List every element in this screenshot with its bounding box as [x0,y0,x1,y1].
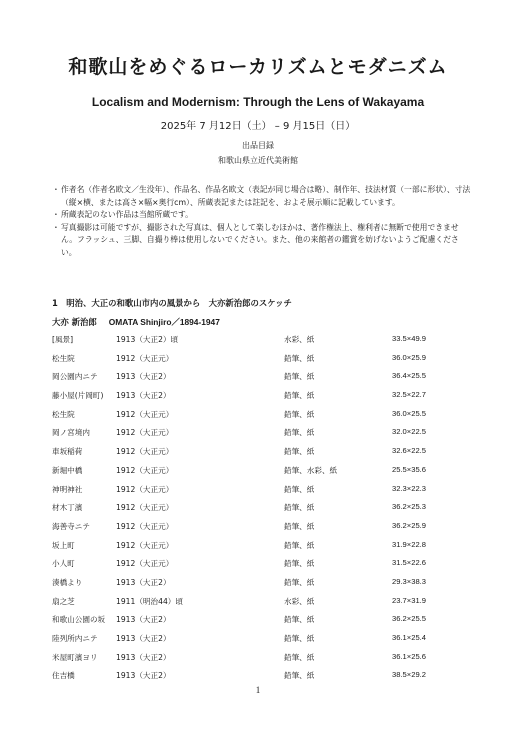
work-date: 1912（大正元） [116,484,174,494]
work-medium: 鉛筆、紙 [284,353,315,363]
work-row [52,502,472,521]
work-title: 和歌山公園の坂 [52,615,106,625]
work-size: 32.6×22.5 [392,446,426,456]
work-date: 1912（大正元） [116,447,174,457]
work-row [52,427,472,446]
work-title: 坂上町 [52,540,75,550]
note-item [52,184,472,209]
note-text: 所蔵表記のない作品は当館所蔵です。 [61,210,193,220]
work-date: 1913（大正2） [116,372,171,382]
work-date: 1913（大正2） [116,634,171,643]
work-date: 1912（大正元） [116,540,174,550]
notes-list [52,184,472,260]
work-row [52,577,472,596]
note-text: 写真撮影は可能ですが、撮影された写真は、個人として楽しむほかは、著作権法上、権利者に無断で使用できません。フラッシュ、三脚、自撮り棒は使用しないでください。また、他の来館者の鑑賞を妨げないようご配慮ください。 [61,222,459,257]
work-title: 小人町 [52,559,75,569]
work-title: 湊橋より [52,577,83,587]
work-title: 材木丁濱 [52,503,83,513]
work-title: 住吉橋 [52,671,75,681]
work-title: 松生院 [52,353,75,363]
work-row [52,390,472,409]
bullet-mark: ・ [52,210,60,220]
work-title: 松生院 [52,409,75,419]
work-row [52,409,472,428]
work-date: 1912（大正元） [116,465,174,475]
work-title: [風景] [52,335,74,344]
museum-name: 和歌山県立近代美術館 [218,156,298,165]
work-medium: 鉛筆、紙 [284,521,315,531]
work-medium: 鉛筆、紙 [284,503,315,513]
work-row [52,652,472,671]
work-row [52,334,472,353]
work-title: 藤小屋(片岡町) [52,391,104,401]
work-row [52,446,472,465]
work-size: 32.5×22.7 [392,390,426,400]
work-size: 31.5×22.6 [392,558,426,568]
work-size: 25.5×35.6 [392,464,426,474]
work-title: 陸列所内ニテ [52,634,98,643]
artist-name-en: OMATA Shinjiro／1894-1947 [108,317,220,327]
work-medium: 鉛筆、紙 [284,447,315,457]
work-size: 23.7×31.9 [392,595,426,605]
work-medium: 鉛筆、水彩、紙 [284,465,338,475]
work-date: 1913（大正2） [116,671,171,681]
note-item [52,209,472,222]
work-date: 1913（大正2） [116,652,171,662]
work-row [52,540,472,559]
work-date: 1911（明治44）頃 [116,596,183,606]
work-date: 1912（大正元） [116,521,174,531]
work-row [52,521,472,540]
work-medium: 鉛筆、紙 [284,391,315,401]
bullet-mark: ・ [52,185,60,194]
work-medium: 鉛筆、紙 [284,428,315,438]
work-title: 米屋町濱ヨリ [52,652,98,662]
work-date: 1912（大正元） [116,409,174,419]
work-date: 1912（大正元） [116,428,174,438]
work-date: 1912（大正元） [116,559,174,569]
section-heading: 1 明治、大正の和歌山市内の風景から 大亦新治郎のスケッチ [52,298,292,308]
work-medium: 鉛筆、紙 [284,671,315,681]
work-size: 36.2×25.3 [392,502,426,512]
page-title: 和歌山をめぐるローカリズムとモダニズム [68,56,448,78]
work-title: 神明神社 [52,484,83,494]
bullet-mark: ・ [52,222,60,232]
work-title: 新堀中橋 [52,465,83,475]
work-date: 1912（大正元） [116,503,174,513]
work-date: 1913（大正2）頃 [116,335,179,344]
work-medium: 水彩、紙 [284,335,315,344]
work-title: 岡公園内ニテ [52,372,98,382]
work-title: 岡ノ宮境内 [52,428,90,438]
works-list [52,334,472,689]
work-medium: 鉛筆、紙 [284,652,315,662]
work-date: 1912（大正元） [116,353,174,363]
work-title: 海善寺ニテ [52,521,90,531]
work-row [52,353,472,372]
note-text: 作者名（作者名欧文／生没年）、作品名、作品名欧文（表記が同じ場合は略）、制作年、技法材質（一部に形状）、寸法（縦×横、または高さ×幅×奥行cm）、所蔵表記または註記を、およそ展示順に記載しています。 [61,185,471,207]
work-title: 車坂稲荷 [52,447,83,457]
work-date: 1913（大正2） [116,577,171,587]
work-size: 29.3×38.3 [392,576,426,586]
work-row [52,614,472,633]
page-number: 1 [255,685,261,695]
work-size: 36.2×25.5 [392,614,426,624]
work-date: 1913（大正2） [116,391,171,401]
work-size: 32.3×22.3 [392,483,426,493]
work-row [52,596,472,615]
work-medium: 鉛筆、紙 [284,615,315,625]
work-medium: 鉛筆、紙 [284,409,315,419]
work-medium: 鉛筆、紙 [284,634,315,643]
work-medium: 鉛筆、紙 [284,372,315,382]
work-size: 38.5×29.2 [392,670,426,680]
page-subtitle-english: Localism and Modernism: Through the Lens of Wakayama [91,95,425,109]
artist-line [52,316,220,328]
work-size: 36.2×25.9 [392,520,426,530]
work-row [52,465,472,484]
work-row [52,633,472,652]
work-row [52,558,472,577]
work-size: 36.4×25.5 [392,371,426,381]
work-size: 36.1×25.6 [392,651,426,661]
work-size: 36.1×25.4 [392,633,426,642]
work-medium: 鉛筆、紙 [284,540,315,550]
work-size: 36.0×25.9 [392,352,426,362]
work-medium: 鉛筆、紙 [284,577,315,587]
work-size: 31.9×22.8 [392,539,426,549]
work-size: 32.0×22.5 [392,427,426,437]
work-medium: 鉛筆、紙 [284,484,315,494]
document-label: 出品目録 [242,141,274,150]
work-medium: 水彩、紙 [284,596,315,606]
work-size: 36.0×25.5 [392,408,426,418]
note-item [52,222,472,260]
work-row [52,484,472,503]
work-medium: 鉛筆、紙 [284,559,315,569]
work-date: 1913（大正2） [116,615,171,625]
work-size: 33.5×49.9 [392,334,426,343]
exhibition-dates: 2025年 7 月12日（土） – 9 月15日（日） [160,121,356,132]
artist-name-ja: 大亦 新治郎 [52,317,97,327]
work-row [52,371,472,390]
work-title: 扇之芝 [52,596,75,606]
